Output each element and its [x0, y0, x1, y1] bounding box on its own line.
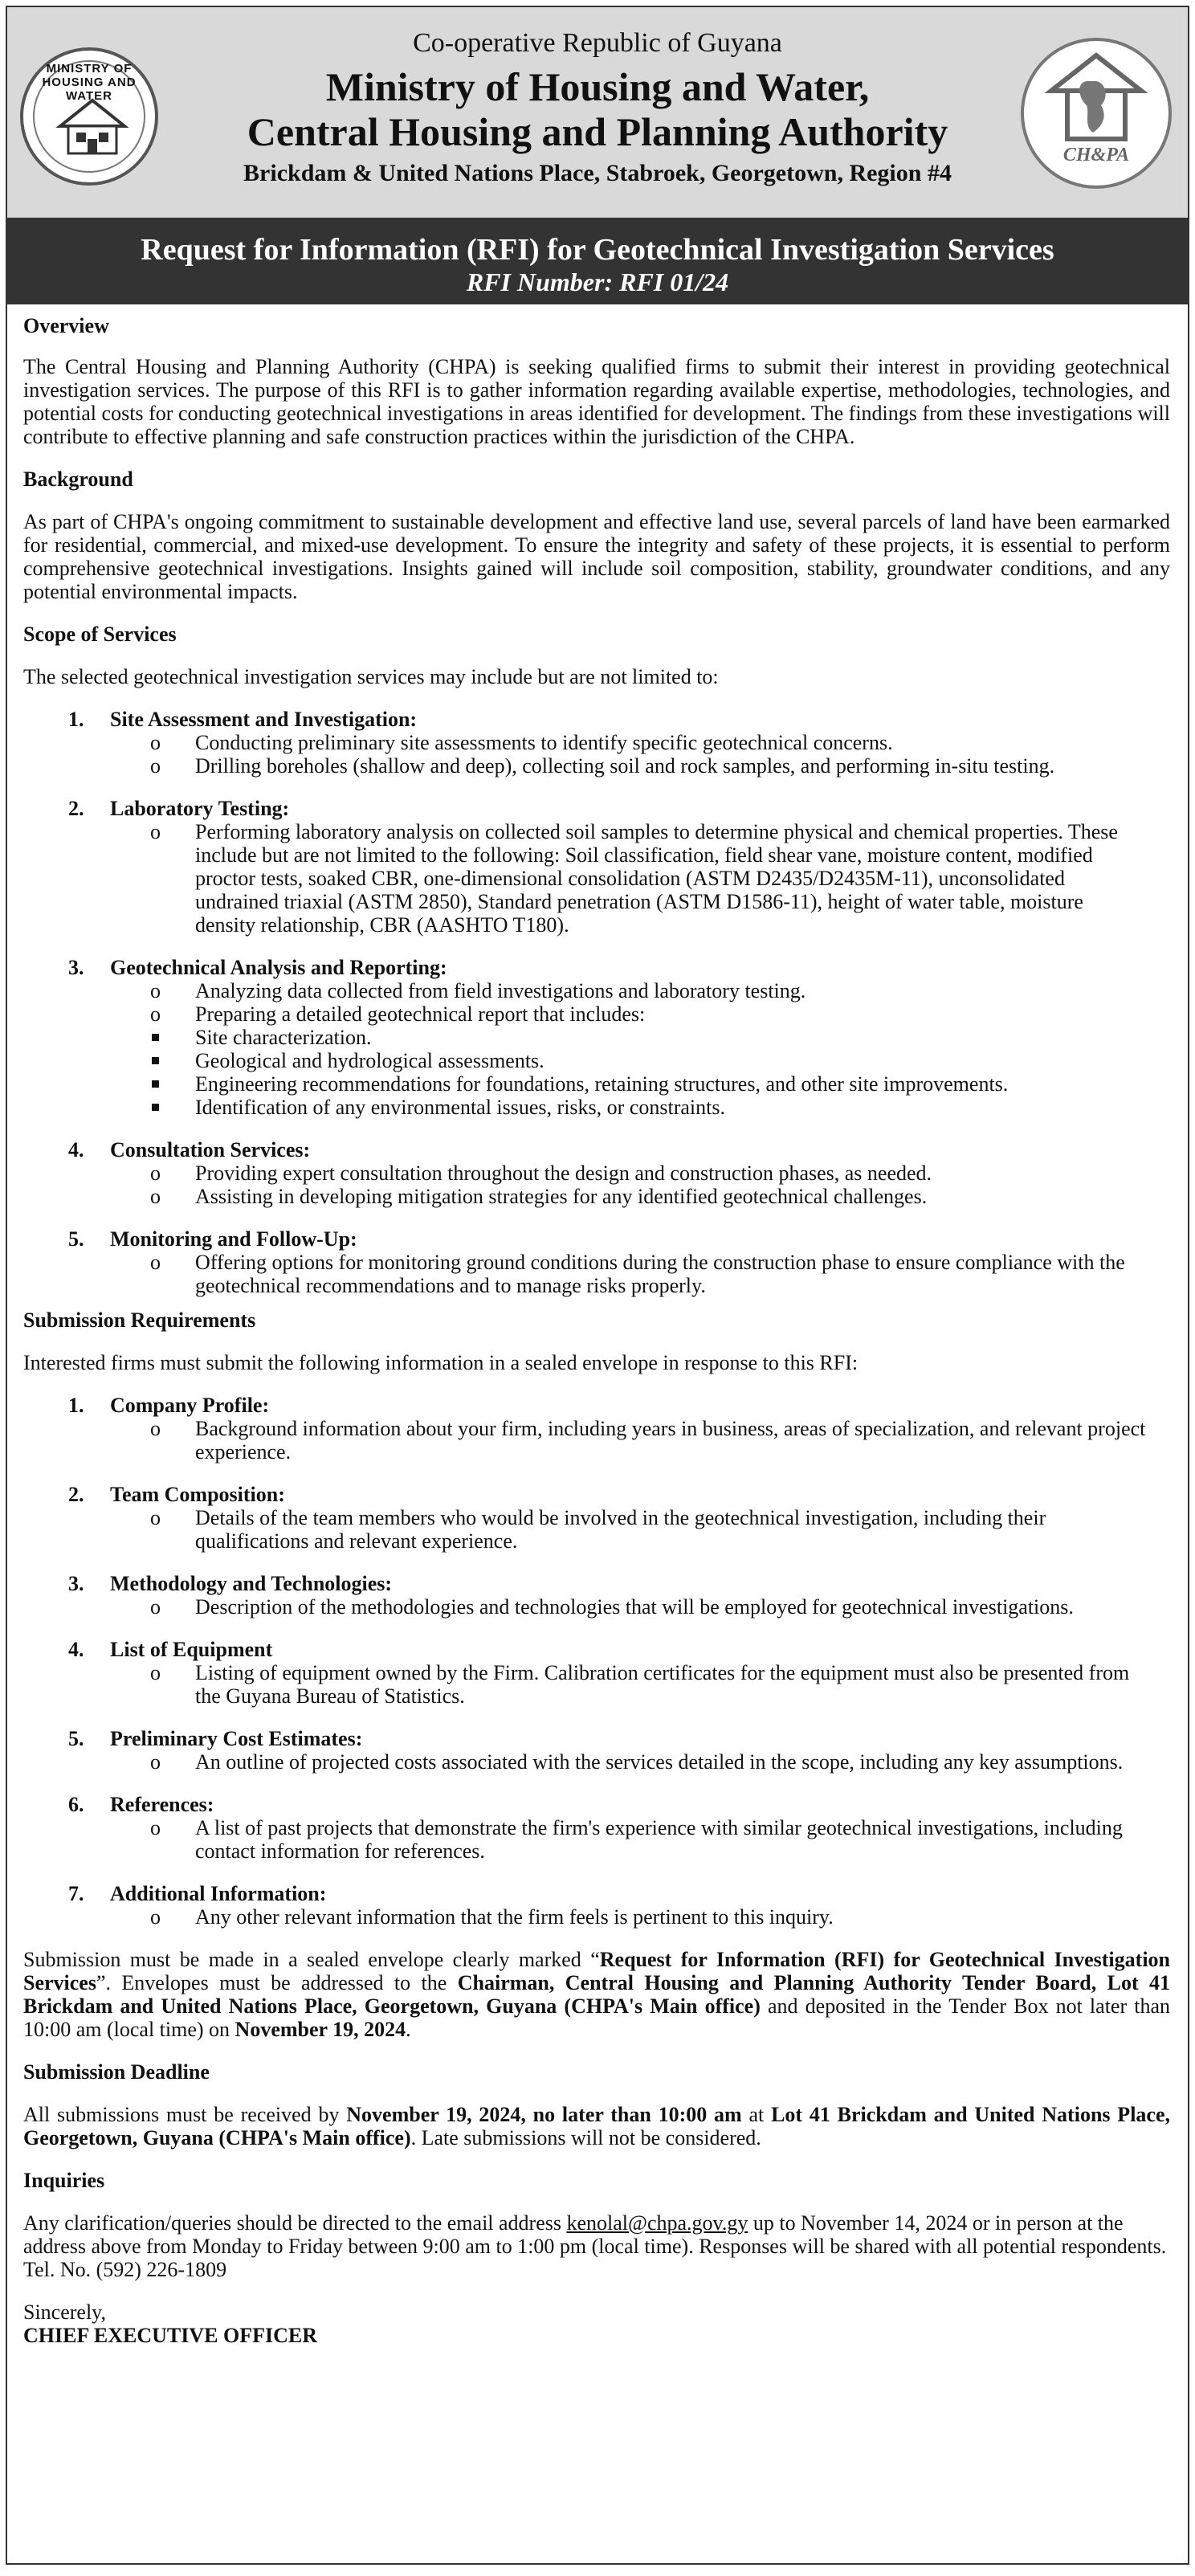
list-item — [23, 1727, 1170, 1774]
inquiries-heading: Inquiries — [23, 2169, 105, 2192]
chpa-logo-text: CH&PA — [1062, 145, 1130, 165]
submission-intro: Interested firms must submit the following information in a sealed envelope in response to this RFI: — [23, 1351, 859, 1374]
item-number: 5. — [68, 1727, 84, 1750]
circle-bullet-icon: o — [150, 1002, 161, 1026]
chpa-house-icon — [1043, 49, 1149, 145]
sub-item: o Description of the methodologies and technologies that will be employed for geotechnical investigations. — [150, 1595, 1074, 1619]
item-number: 7. — [68, 1882, 84, 1905]
item-title: Laboratory Testing: — [110, 797, 290, 820]
item-title: Additional Information: — [110, 1882, 327, 1905]
item-title: Site Assessment and Investigation: — [110, 708, 418, 731]
sub-item: o Any other relevant information that the firm feels is pertinent to this inquiry. — [150, 1905, 834, 1929]
circle-bullet-icon: o — [150, 820, 161, 843]
circle-bullet-icon: o — [150, 1161, 161, 1185]
item-number: 4. — [68, 1138, 84, 1161]
bullet-item: Identification of any environmental issues, risks, or constraints. — [110, 1096, 1170, 1119]
circle-bullet-icon: o — [150, 1185, 161, 1208]
chpa-logo — [1021, 38, 1172, 189]
bullet-item: Site characterization. — [110, 1026, 1170, 1049]
list-item — [23, 1483, 1170, 1553]
sub-item: o Providing expert consultation throughout the design and construction phases, as needed. — [150, 1161, 932, 1185]
item-number: 2. — [68, 1483, 84, 1506]
rfi-title: Request for Information (RFI) for Geotechnical Investigation Services — [141, 233, 1054, 267]
scope-heading: Scope of Services — [23, 623, 177, 646]
sub-item: o An outline of projected costs associated with the services detailed in the scope, including any key assumptions. — [150, 1750, 1124, 1774]
item-title: List of Equipment — [110, 1638, 273, 1661]
sub-item: o Conducting preliminary site assessments to identify specific geotechnical concerns. — [150, 731, 893, 754]
list-item — [23, 797, 1170, 937]
sub-item: o Drilling boreholes (shallow and deep), collecting soil and rock samples, and performing in-situ testing. — [150, 754, 1055, 778]
scope-intro: The selected geotechnical investigation services may include but are not limited to: — [23, 665, 719, 688]
list-item — [23, 1638, 1170, 1708]
signatory: CHIEF EXECUTIVE OFFICER — [23, 2324, 317, 2347]
item-number: 1. — [68, 1394, 84, 1417]
deadline-heading: Submission Deadline — [23, 2060, 210, 2084]
country-name: Co-operative Republic of Guyana — [413, 28, 782, 58]
rfi-number: RFI Number: RFI 01/24 — [466, 267, 729, 296]
circle-bullet-icon: o — [150, 1750, 161, 1774]
item-number: 2. — [68, 797, 84, 820]
circle-bullet-icon: o — [150, 731, 161, 754]
submission-instructions: Submission must be made in a sealed envelope clearly marked “Request for Information (RFI) for Geotechnical Investigation Services”. Envelopes must be addressed to the Chairman, Central Housing and Planning Authority Tender Board, Lot 41 Brickdam and United Nations Place, Georgetown, Guyana (CHPA's Main office) and deposited in the Tender Box not later than 10:00 am (local time) on November 19, 2024. — [23, 1948, 1171, 2041]
deadline-text: All submissions must be received by November 19, 2024, no later than 10:00 am at Lot 41 Brickdam and United Nations Place, Georgetown, Guyana (CHPA's Main office). Late submissions will not be considered. — [23, 2103, 1170, 2149]
circle-bullet-icon: o — [150, 1417, 161, 1440]
advertisement-page — [6, 6, 1189, 2565]
circle-bullet-icon: o — [150, 979, 161, 1002]
list-item — [23, 708, 1170, 778]
item-title: Company Profile: — [110, 1394, 270, 1417]
item-title: Preliminary Cost Estimates: — [110, 1727, 363, 1750]
sub-item: o A list of past projects that demonstrate the firm's experience with similar geotechnical investigations, including contact information for references. — [150, 1816, 1123, 1863]
authority-name: Central Housing and Planning Authority — [247, 109, 948, 154]
sub-item: o Assisting in developing mitigation strategies for any identified geotechnical challenges. — [150, 1185, 928, 1208]
item-title: Consultation Services: — [110, 1138, 311, 1161]
closing — [23, 2300, 1170, 2347]
sub-item: o Listing of equipment owned by the Firm. Calibration certificates for the equipment must also be presented from the Guyana Bureau of Statistics. — [150, 1661, 1130, 1708]
list-item — [23, 1138, 1170, 1208]
report-bullets — [110, 1026, 1170, 1119]
bullet-item: Geological and hydrological assessments. — [110, 1049, 1170, 1072]
circle-bullet-icon: o — [150, 1506, 161, 1529]
salutation: Sincerely, — [23, 2300, 106, 2324]
circle-bullet-icon: o — [150, 1905, 161, 1929]
list-item — [23, 956, 1170, 1119]
title-banner — [7, 219, 1188, 304]
item-title: Monitoring and Follow-Up: — [110, 1227, 357, 1251]
overview-heading: Overview — [23, 314, 109, 337]
circle-bullet-icon: o — [150, 1816, 161, 1839]
submission-list — [23, 1394, 1170, 1929]
circle-bullet-icon: o — [150, 1661, 161, 1684]
item-title: References: — [110, 1793, 214, 1816]
ministry-name: Ministry of Housing and Water, — [325, 64, 870, 109]
item-number: 3. — [68, 1572, 84, 1595]
bullet-item: Engineering recommendations for foundations, retaining structures, and other site improvements. — [110, 1072, 1170, 1096]
item-number: 3. — [68, 956, 84, 979]
square-bullet-icon — [152, 1080, 159, 1088]
item-number: 1. — [68, 708, 84, 731]
email-link[interactable]: kenolal@chpa.gov.gy — [566, 2211, 748, 2235]
ministry-logo-text: MINISTRY OF HOUSING AND WATER — [42, 62, 137, 103]
circle-bullet-icon: o — [150, 754, 161, 778]
item-title: Team Composition: — [110, 1483, 285, 1506]
item-title: Geotechnical Analysis and Reporting: — [110, 956, 447, 979]
square-bullet-icon — [152, 1034, 159, 1041]
sub-item: o Offering options for monitoring ground conditions during the construction phase to ensure compliance with the geotechnical recommendations and to manage risks properly. — [150, 1251, 1125, 1297]
circle-bullet-icon: o — [150, 1251, 161, 1274]
submission-heading: Submission Requirements — [23, 1308, 256, 1332]
background-heading: Background — [23, 467, 133, 491]
header — [7, 7, 1188, 219]
item-number: 5. — [68, 1227, 84, 1251]
list-item — [23, 1227, 1170, 1297]
item-number: 6. — [68, 1793, 84, 1816]
sub-item: o Background information about your firm, including years in business, areas of specialization, and relevant project experience. — [150, 1417, 1146, 1464]
list-item — [23, 1793, 1170, 1863]
list-item — [23, 1882, 1170, 1929]
item-number: 4. — [68, 1638, 84, 1661]
sub-item: o Preparing a detailed geotechnical report that includes: — [150, 1002, 646, 1026]
list-item — [23, 1572, 1170, 1619]
inquiries-text: Any clarification/queries should be directed to the email address kenolal@chpa.gov.gy up to November 14, 2024 or in person at the address above from Monday to Friday between 9:00 am to 1:00 pm (local time). Responses will be shared with all potential respondents. Tel. No. (592) 226-1809 — [23, 2211, 1167, 2281]
sub-item: o Details of the team members who would be involved in the geotechnical investigation, including their qualifications and relevant experience. — [150, 1506, 1046, 1553]
sub-item: o Analyzing data collected from field investigations and laboratory testing. — [150, 979, 806, 1002]
item-title: Methodology and Technologies: — [110, 1572, 393, 1595]
sub-item: o Performing laboratory analysis on collected soil samples to determine physical and chemical properties. These include but are not limited to the following: Soil classification, field shear vane, moisture content, modified proctor tests, soaked CBR, one-dimensional consolidation (ASTM D2435/D2435M-11), unconsolidated undrained triaxial (ASTM 2850), Standard penetration (ASTM D1586-11), height of water table, moisture density relationship, CBR (AASHTO T180). — [150, 820, 1118, 937]
header-address: Brickdam & United Nations Place, Stabroek, Georgetown, Region #4 — [243, 160, 952, 186]
body-content — [7, 304, 1188, 2347]
list-item — [23, 1394, 1170, 1464]
circle-bullet-icon: o — [150, 1595, 161, 1619]
square-bullet-icon — [152, 1057, 159, 1064]
background-text: As part of CHPA's ongoing commitment to sustainable development and effective land use, several parcels of land have been earmarked for residential, commercial, and mixed-use development. To ensure the integrity and safety of these projects, it is essential to perform comprehensive geotechnical investigations. Insights gained will include soil composition, stability, groundwater conditions, and any potential environmental impacts. — [23, 510, 1170, 603]
overview-text: The Central Housing and Planning Authority (CHPA) is seeking qualified firms to submit their interest in providing geotechnical investigation services. The purpose of this RFI is to gather information regarding available expertise, methodologies, technologies, and potential costs for conducting geotechnical investigations in areas identified for development. The findings from these investigations will contribute to effective planning and safe construction practices within the jurisdiction of the CHPA. — [23, 355, 1170, 448]
scope-list — [23, 708, 1170, 1297]
square-bullet-icon — [152, 1104, 159, 1111]
